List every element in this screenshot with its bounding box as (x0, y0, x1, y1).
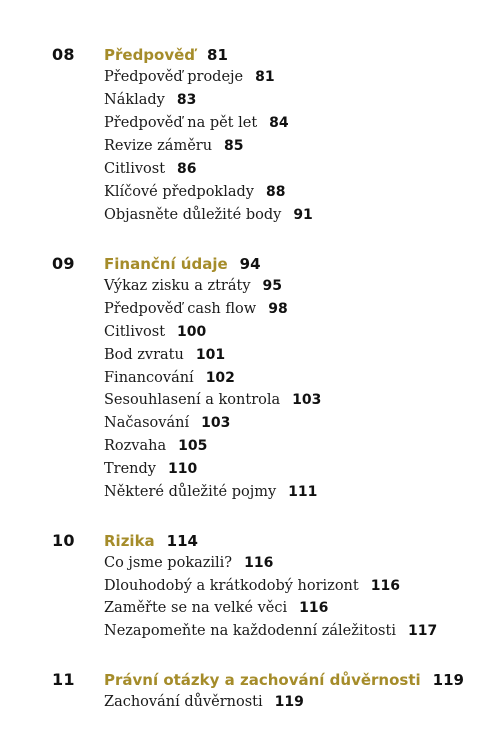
entry-page: 103 (292, 392, 322, 408)
entry-label: Citlivost (104, 161, 166, 177)
chapter-number: 10 (52, 531, 75, 550)
entry-label: Nezapomeňte na každodenní záležitosti (104, 623, 396, 639)
toc-entry (104, 115, 289, 131)
entry-page: 101 (195, 347, 226, 363)
toc-entry (104, 461, 197, 477)
entry-page: 105 (178, 438, 208, 454)
toc-entry (104, 578, 400, 594)
toc-entry (104, 324, 206, 340)
entry-label: Náklady (104, 92, 165, 108)
chapter-heading (104, 531, 198, 550)
entry-label: Objasněte důležité body (104, 207, 282, 223)
toc-entry (104, 694, 304, 710)
entry-page: 110 (168, 461, 198, 477)
chapter-page: 81 (207, 46, 228, 64)
entry-label: Revize záměru (104, 138, 213, 154)
entry-label: Zachování důvěrnosti (104, 694, 263, 710)
entry-page: 91 (293, 207, 313, 223)
chapter-title: Právní otázky a zachování důvěrnosti (104, 671, 421, 689)
entry-label: Co jsme pokazili? (104, 555, 233, 571)
toc-entry (104, 623, 437, 639)
entry-label: Některé důležité pojmy (104, 484, 277, 500)
entry-page: 116 (244, 555, 274, 571)
entry-label: Trendy (104, 461, 156, 477)
entry-page: 84 (269, 115, 289, 131)
chapter-number: 08 (52, 45, 75, 64)
toc-entry (104, 438, 207, 454)
entry-label: Rozvaha (104, 438, 167, 454)
chapter-page: 114 (166, 532, 198, 550)
chapter-title: Předpověď (104, 46, 196, 64)
toc-entry (104, 370, 235, 386)
entry-label: Předpověď na pět let (104, 115, 258, 131)
entry-label: Citlivost (104, 324, 166, 340)
toc-entry (104, 347, 225, 363)
entry-label: Sesouhlasení a kontrola (104, 392, 281, 408)
toc-entry (104, 69, 275, 85)
entry-page: 86 (177, 161, 197, 177)
toc-entry (104, 278, 282, 294)
entry-label: Zaměřte se na velké věci (104, 600, 288, 616)
entry-page: 103 (201, 415, 231, 431)
entry-label: Klíčové předpoklady (104, 184, 254, 200)
toc-entry (104, 600, 328, 616)
chapter-page: 119 (432, 671, 464, 689)
entry-page: 98 (268, 301, 288, 317)
entry-page: 116 (370, 578, 400, 594)
chapter-heading (104, 670, 464, 689)
toc-entry (104, 92, 196, 108)
chapter-number: 11 (52, 670, 75, 689)
entry-page: 85 (224, 138, 244, 154)
chapter-page: 94 (239, 255, 261, 273)
entry-label: Předpověď prodeje (104, 69, 244, 85)
entry-page: 117 (407, 623, 438, 639)
entry-label: Načasování (104, 415, 190, 431)
entry-page: 81 (255, 69, 275, 85)
entry-page: 102 (205, 370, 235, 386)
entry-label: Předpověď cash flow (104, 301, 257, 317)
toc-entry (104, 415, 230, 431)
entry-label: Bod zvratu (104, 347, 184, 363)
toc-entry (104, 161, 197, 177)
toc-entry (104, 207, 313, 223)
entry-label: Financování (104, 370, 194, 386)
toc-entry (104, 555, 273, 571)
toc-entry (104, 138, 244, 154)
entry-label: Dlouhodobý a krátkodobý horizont (104, 578, 359, 594)
chapter-heading (104, 254, 261, 273)
chapter-heading (104, 45, 228, 64)
toc-entry (104, 392, 321, 408)
toc-entry (104, 484, 317, 500)
entry-page: 95 (262, 278, 283, 294)
entry-page: 111 (288, 484, 318, 500)
entry-label: Výkaz zisku a ztráty (104, 278, 251, 294)
toc-entry (104, 184, 285, 200)
chapter-title: Finanční údaje (104, 255, 228, 273)
entry-page: 116 (299, 600, 329, 616)
chapter-title: Rizika (104, 532, 155, 550)
chapter-number: 09 (52, 254, 75, 273)
entry-page: 88 (265, 184, 286, 200)
entry-page: 83 (176, 92, 197, 108)
entry-page: 119 (274, 694, 304, 710)
entry-page: 100 (177, 324, 207, 340)
toc-entry (104, 301, 288, 317)
